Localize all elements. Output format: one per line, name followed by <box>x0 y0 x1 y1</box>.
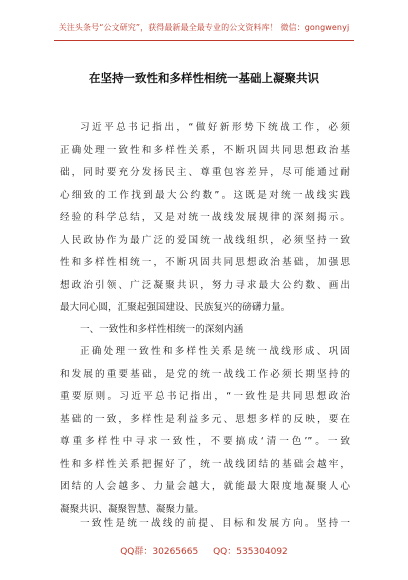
paragraph-3 <box>60 513 350 536</box>
text-line: 尊重多样性中寻求一致性，不要搞成‘清一色’”。一致 <box>60 436 350 447</box>
text-line: 一致性是统一战线的前提、目标和发展方向。坚持一 <box>80 518 350 529</box>
text-line: 性和多样性相统一，不断巩固共同思想政治基础，加强思 <box>60 257 350 268</box>
section-heading <box>60 319 350 342</box>
text-line: 重要原则。习近平总书记指出，“一致性是共同思想政治 <box>60 391 350 402</box>
text-line: 人民政协作为最广泛的爱国统一战线组织，必须坚持一致 <box>60 234 350 246</box>
section-heading-text: 一、一致性和多样性相统一的深刻内涵 <box>80 324 244 335</box>
text-line: 心细致的工作找到最大公约数”。这既是对统一战线实践 <box>60 189 350 201</box>
header-divider <box>54 40 354 41</box>
text-line: 凝聚共识、凝聚智慧、凝聚力量。 <box>60 503 204 515</box>
text-line: 团结的人会越多、力量会越大，就能最大限度地凝聚人心 <box>60 481 350 492</box>
text-line: 习近平总书记指出，“做好新形势下统战工作，必须 <box>80 122 350 133</box>
text-line: 和发展的重要基础，是党的统一战线工作必须长期坚持的 <box>60 368 350 380</box>
paragraph-1 <box>60 117 350 320</box>
text-line: 正确处理一致性和多样性关系，不断巩固共同思想政治基 <box>60 144 350 156</box>
text-line: 经验的科学总结，又是对统一战线发展规律的深刻揭示。 <box>60 212 350 223</box>
paragraph-2 <box>60 341 350 521</box>
text-line: 基础的一致，多样性是利益多元、思想多样的反映，要在 <box>60 413 350 425</box>
page-header: 关注头条号“公文研究”，获得最新最全最专业的公文资料库！ 微信：gongwenyj <box>58 23 350 32</box>
text-line: 正确处理一致性和多样性关系是统一战线形成、巩固 <box>80 346 350 357</box>
text-line: 性和多样性关系把握好了，统一战线团结的基础会越牢， <box>60 458 350 470</box>
footer-qq-number: QQ：535304092 <box>213 547 288 557</box>
text-line: 最大同心圆，汇聚起强国建设、民族复兴的磅礴力量。 <box>60 302 291 313</box>
document-title: 在坚持一致性和多样性相统一基础上凝聚共识 <box>89 71 319 85</box>
text-line: 础，同时要充分发扬民主、尊重包容差异，尽可能通过耐 <box>60 167 350 178</box>
page-footer <box>0 544 408 557</box>
text-line: 想政治引领、广泛凝聚共识，努力寻求最大公约数、画出 <box>60 279 350 291</box>
footer-qq-group: QQ群：30265665 <box>120 547 199 557</box>
